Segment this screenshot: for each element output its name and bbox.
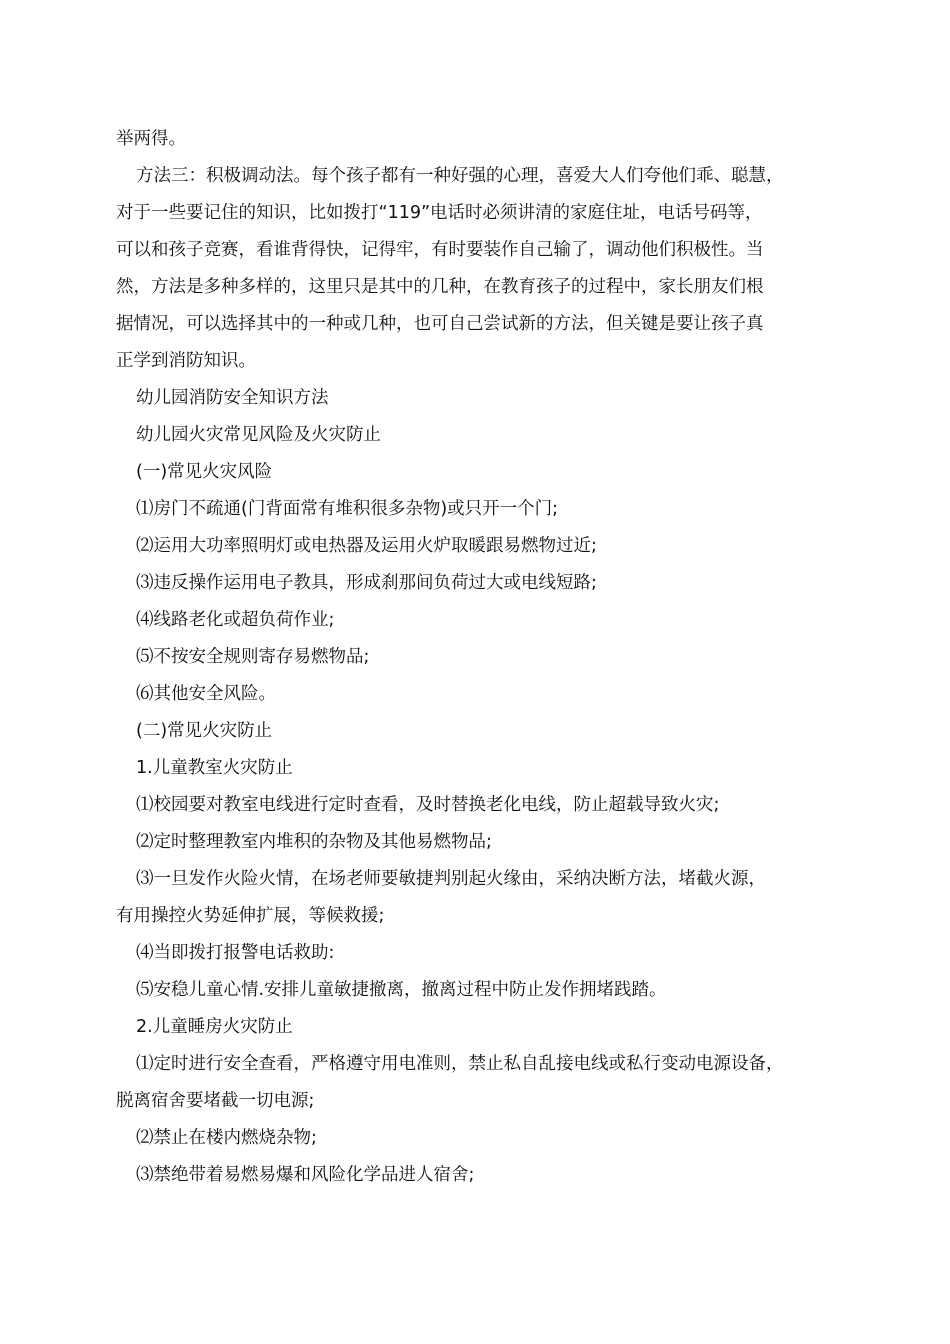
paragraph-line: ⑵定时整理教室内堆积的杂物及其他易燃物品;	[136, 832, 492, 852]
paragraph	[116, 824, 850, 861]
paragraph	[116, 1120, 850, 1157]
paragraph	[116, 639, 850, 676]
paragraph-line: ⑶禁绝带着易燃易爆和风险化学品进人宿舍;	[136, 1165, 475, 1185]
paragraph	[116, 1046, 850, 1120]
paragraph	[116, 565, 850, 602]
paragraph-line: ⑵运用大功率照明灯或电热器及运用火炉取暖跟易燃物过近;	[136, 536, 597, 556]
paragraph	[116, 1009, 850, 1046]
paragraph-line: ⑴定时进行安全查看，严格遵守用电准则，禁止私自乱接电线或私行变动电源设备，	[136, 1054, 784, 1074]
paragraph-line: ⑴校园要对教室电线进行定时查看，及时替换老化电线，防止超载导致火灾;	[136, 795, 720, 815]
paragraph-line: ⑷线路老化或超负荷作业;	[136, 610, 335, 630]
paragraph-line: 据情况，可以选择其中的一种或几种，也可自己尝试新的方法，但关键是要让孩子真	[116, 314, 764, 334]
paragraph-line: 2.儿童睡房火灾防止	[136, 1017, 293, 1037]
paragraph	[116, 787, 850, 824]
paragraph-line: ⑵禁止在楼内燃烧杂物;	[136, 1128, 317, 1148]
paragraph-line: 1.儿童教室火灾防止	[136, 758, 293, 778]
paragraph	[116, 750, 850, 787]
paragraph	[116, 861, 850, 935]
paragraph-line: ⑴房门不疏通(门背面常有堆积很多杂物)或只开一个门;	[136, 499, 559, 519]
paragraph	[116, 121, 850, 158]
paragraph-line: 幼儿园消防安全知识方法	[136, 388, 329, 408]
paragraph	[116, 454, 850, 491]
paragraph-line: ⑸不按安全规则寄存易燃物品;	[136, 647, 370, 667]
paragraph	[116, 713, 850, 750]
paragraph-line: 脱离宿舍要堵截一切电源;	[116, 1091, 315, 1111]
paragraph	[116, 972, 850, 1009]
paragraph-line: 方法三：积极调动法。每个孩子都有一种好强的心理，喜爱大人们夸他们乖、聪慧，	[136, 166, 784, 186]
paragraph	[116, 158, 850, 380]
paragraph-line: (二)常见火灾防止	[136, 721, 273, 741]
paragraph	[116, 380, 850, 417]
paragraph-line: 正学到消防知识。	[116, 351, 256, 371]
paragraph	[116, 935, 850, 972]
paragraph-line: 对于一些要记住的知识，比如拨打“119”电话时必须讲清的家庭住址，电话号码等，	[116, 203, 763, 223]
paragraph-line: 然，方法是多种多样的，这里只是其中的几种，在教育孩子的过程中，家长朋友们根	[116, 277, 764, 297]
paragraph	[116, 1157, 850, 1194]
paragraph-line: ⑶一旦发作火险火情，在场老师要敏捷判别起火缘由，采纳决断方法，堵截火源，	[136, 869, 766, 889]
document-body	[116, 121, 850, 1194]
paragraph-line: 举两得。	[116, 129, 186, 149]
paragraph	[116, 491, 850, 528]
paragraph	[116, 417, 850, 454]
paragraph-line: 幼儿园火灾常见风险及火灾防止	[136, 425, 381, 445]
paragraph-line: ⑸安稳儿童心情.安排儿童敏捷撤离，撤离过程中防止发作拥堵践踏。	[136, 980, 667, 1000]
paragraph-line: ⑷当即拨打报警电话救助:	[136, 943, 335, 963]
paragraph-line: 可以和孩子竞赛，看谁背得快，记得牢，有时要装作自己输了，调动他们积极性。当	[116, 240, 764, 260]
paragraph-line: (一)常见火灾风险	[136, 462, 273, 482]
paragraph-line: ⑹其他安全风险。	[136, 684, 276, 704]
paragraph	[116, 676, 850, 713]
paragraph	[116, 602, 850, 639]
paragraph	[116, 528, 850, 565]
paragraph-line: ⑶违反操作运用电子教具，形成刹那间负荷过大或电线短路;	[136, 573, 597, 593]
paragraph-line: 有用操控火势延伸扩展，等候救援;	[116, 906, 385, 926]
